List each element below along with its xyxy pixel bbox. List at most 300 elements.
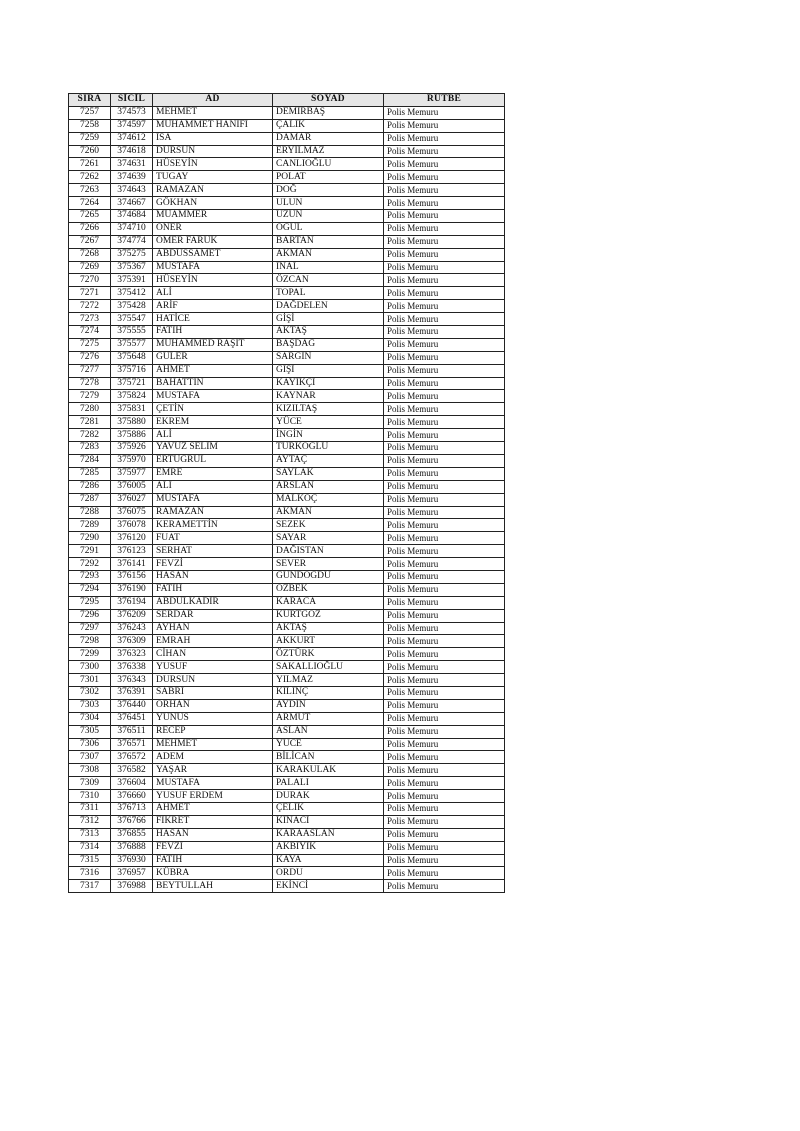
cell-sicil: 375547 [111,313,153,326]
cell-rutbe: Polis Memuru [384,351,505,364]
cell-sira: 7284 [69,454,111,467]
cell-rutbe: Polis Memuru [384,686,505,699]
cell-sicil: 374631 [111,158,153,171]
cell-sicil: 375391 [111,274,153,287]
table-row [69,764,505,777]
cell-soyad: İNGİN [273,429,384,442]
table-row [69,248,505,261]
cell-sira: 7298 [69,635,111,648]
cell-ad: YUNUS [153,712,273,725]
cell-ad: FEVZİ [153,558,273,571]
cell-ad: YAVUZ SELİM [153,442,273,455]
cell-ad: GÜLER [153,351,273,364]
cell-sira: 7258 [69,119,111,132]
cell-rutbe: Polis Memuru [384,390,505,403]
cell-sicil: 376005 [111,480,153,493]
table-row [69,390,505,403]
cell-sira: 7273 [69,313,111,326]
cell-soyad: AYTAÇ [273,454,384,467]
table-row [69,699,505,712]
cell-ad: HASAN [153,570,273,583]
cell-sira: 7300 [69,661,111,674]
table-row [69,880,505,893]
cell-soyad: AKMAN [273,506,384,519]
cell-ad: SABRİ [153,686,273,699]
cell-rutbe: Polis Memuru [384,145,505,158]
cell-rutbe: Polis Memuru [384,674,505,687]
table-row [69,351,505,364]
cell-ad: MUHAMMED RAŞİT [153,338,273,351]
cell-soyad: TÜRKOĞLU [273,442,384,455]
cell-ad: ERTUĞRUL [153,454,273,467]
cell-sicil: 374643 [111,184,153,197]
cell-sira: 7262 [69,171,111,184]
table-row [69,648,505,661]
table-row [69,338,505,351]
cell-sira: 7265 [69,210,111,223]
cell-rutbe: Polis Memuru [384,119,505,132]
cell-soyad: ULUN [273,197,384,210]
cell-sira: 7267 [69,235,111,248]
cell-ad: HÜSEYİN [153,274,273,287]
cell-sira: 7292 [69,558,111,571]
cell-sicil: 374639 [111,171,153,184]
cell-sicil: 376075 [111,506,153,519]
cell-sicil: 375367 [111,261,153,274]
table-row [69,841,505,854]
cell-sicil: 376451 [111,712,153,725]
cell-rutbe: Polis Memuru [384,880,505,893]
cell-rutbe: Polis Memuru [384,248,505,261]
cell-soyad: TOPAL [273,287,384,300]
cell-sira: 7278 [69,377,111,390]
cell-rutbe: Polis Memuru [384,106,505,119]
cell-rutbe: Polis Memuru [384,261,505,274]
cell-sicil: 375412 [111,287,153,300]
cell-ad: FATİH [153,583,273,596]
cell-ad: RAMAZAN [153,184,273,197]
cell-sira: 7317 [69,880,111,893]
cell-sira: 7263 [69,184,111,197]
cell-sicil: 376855 [111,828,153,841]
cell-soyad: ARSLAN [273,480,384,493]
cell-sicil: 374684 [111,210,153,223]
header-soyad: SOYAD [273,94,384,107]
cell-soyad: DOĞ [273,184,384,197]
cell-sicil: 375716 [111,364,153,377]
cell-soyad: ORDU [273,867,384,880]
table-row [69,622,505,635]
cell-sira: 7285 [69,467,111,480]
cell-rutbe: Polis Memuru [384,764,505,777]
cell-ad: MUSTAFA [153,261,273,274]
cell-soyad: DAĞDELEN [273,300,384,313]
cell-sira: 7274 [69,326,111,339]
cell-soyad: KARAKULAK [273,764,384,777]
table-row [69,210,505,223]
cell-sicil: 376243 [111,622,153,635]
cell-rutbe: Polis Memuru [384,364,505,377]
cell-sicil: 375977 [111,467,153,480]
header-sicil: SİCİL [111,94,153,107]
cell-sira: 7305 [69,725,111,738]
table-row [69,454,505,467]
cell-ad: FATİH [153,326,273,339]
cell-sicil: 376141 [111,558,153,571]
table-row [69,558,505,571]
cell-sicil: 376930 [111,854,153,867]
table-row [69,158,505,171]
cell-sira: 7266 [69,222,111,235]
table-row [69,442,505,455]
cell-sicil: 375831 [111,403,153,416]
cell-ad: TUGAY [153,171,273,184]
cell-soyad: SAYAR [273,532,384,545]
cell-soyad: ASLAN [273,725,384,738]
cell-rutbe: Polis Memuru [384,622,505,635]
header-ad: AD [153,94,273,107]
table-row [69,403,505,416]
cell-ad: MUHAMMET HANİFİ [153,119,273,132]
cell-soyad: DAMAR [273,132,384,145]
table-row [69,738,505,751]
cell-rutbe: Polis Memuru [384,828,505,841]
cell-sicil: 376571 [111,738,153,751]
cell-rutbe: Polis Memuru [384,815,505,828]
cell-ad: AYHAN [153,622,273,635]
cell-sicil: 375824 [111,390,153,403]
table-row [69,545,505,558]
cell-rutbe: Polis Memuru [384,738,505,751]
cell-rutbe: Polis Memuru [384,712,505,725]
cell-rutbe: Polis Memuru [384,661,505,674]
cell-sira: 7302 [69,686,111,699]
cell-ad: HATİCE [153,313,273,326]
cell-sicil: 376888 [111,841,153,854]
cell-sira: 7313 [69,828,111,841]
cell-ad: ÖNER [153,222,273,235]
cell-sicil: 375275 [111,248,153,261]
cell-ad: ÖMER FARUK [153,235,273,248]
cell-sira: 7308 [69,764,111,777]
personnel-table [68,93,505,893]
cell-sicil: 376338 [111,661,153,674]
cell-sira: 7296 [69,609,111,622]
cell-rutbe: Polis Memuru [384,777,505,790]
table-row [69,145,505,158]
table-row [69,790,505,803]
cell-rutbe: Polis Memuru [384,854,505,867]
table-row [69,235,505,248]
cell-soyad: KAYIKÇI [273,377,384,390]
table-body [69,106,505,892]
cell-soyad: KARACA [273,596,384,609]
cell-rutbe: Polis Memuru [384,197,505,210]
cell-ad: RECEP [153,725,273,738]
cell-ad: GÖKHAN [153,197,273,210]
cell-soyad: KURTGÖZ [273,609,384,622]
cell-sicil: 376309 [111,635,153,648]
cell-sicil: 376440 [111,699,153,712]
cell-rutbe: Polis Memuru [384,519,505,532]
cell-sira: 7306 [69,738,111,751]
cell-rutbe: Polis Memuru [384,235,505,248]
cell-sicil: 376194 [111,596,153,609]
cell-sicil: 374774 [111,235,153,248]
cell-soyad: UZUN [273,210,384,223]
table-row [69,815,505,828]
cell-ad: ABDUSSAMET [153,248,273,261]
cell-ad: EMRAH [153,635,273,648]
cell-sicil: 375428 [111,300,153,313]
cell-soyad: MALKOÇ [273,493,384,506]
cell-sira: 7277 [69,364,111,377]
table-row [69,377,505,390]
cell-sicil: 376027 [111,493,153,506]
cell-sicil: 375926 [111,442,153,455]
table-row [69,751,505,764]
table-row [69,506,505,519]
table-row [69,712,505,725]
cell-sicil: 376511 [111,725,153,738]
cell-rutbe: Polis Memuru [384,532,505,545]
cell-soyad: EKİNCİ [273,880,384,893]
cell-sira: 7272 [69,300,111,313]
table-row [69,132,505,145]
cell-ad: ADEM [153,751,273,764]
cell-ad: RAMAZAN [153,506,273,519]
cell-sicil: 376766 [111,815,153,828]
cell-ad: FİKRET [153,815,273,828]
cell-ad: AHMET [153,802,273,815]
cell-rutbe: Polis Memuru [384,841,505,854]
cell-soyad: GİŞİ [273,313,384,326]
table-row [69,300,505,313]
cell-sicil: 376190 [111,583,153,596]
cell-sicil: 375648 [111,351,153,364]
cell-ad: BEYTULLAH [153,880,273,893]
cell-soyad: BİLİCAN [273,751,384,764]
cell-sicil: 376120 [111,532,153,545]
table-header [69,94,505,107]
cell-sira: 7315 [69,854,111,867]
cell-rutbe: Polis Memuru [384,867,505,880]
cell-soyad: GÜNDOĞDU [273,570,384,583]
cell-soyad: ARMUT [273,712,384,725]
cell-ad: KÜBRA [153,867,273,880]
cell-soyad: YILMAZ [273,674,384,687]
cell-soyad: OĞUL [273,222,384,235]
table-row [69,261,505,274]
table-row [69,326,505,339]
cell-ad: ÇETİN [153,403,273,416]
cell-ad: ORHAN [153,699,273,712]
cell-rutbe: Polis Memuru [384,506,505,519]
cell-rutbe: Polis Memuru [384,313,505,326]
cell-sicil: 376957 [111,867,153,880]
cell-ad: MUSTAFA [153,390,273,403]
cell-soyad: BAŞDAĞ [273,338,384,351]
cell-sira: 7264 [69,197,111,210]
cell-rutbe: Polis Memuru [384,132,505,145]
cell-ad: YUSUF ERDEM [153,790,273,803]
cell-soyad: ERYILMAZ [273,145,384,158]
table-row [69,313,505,326]
cell-sicil: 376604 [111,777,153,790]
cell-rutbe: Polis Memuru [384,184,505,197]
cell-rutbe: Polis Memuru [384,416,505,429]
cell-ad: CİHAN [153,648,273,661]
cell-ad: KERAMETTİN [153,519,273,532]
cell-rutbe: Polis Memuru [384,596,505,609]
cell-rutbe: Polis Memuru [384,403,505,416]
cell-ad: FUAT [153,532,273,545]
cell-soyad: KAYNAR [273,390,384,403]
cell-rutbe: Polis Memuru [384,274,505,287]
table-row [69,106,505,119]
table-row [69,777,505,790]
cell-soyad: AYDIN [273,699,384,712]
cell-rutbe: Polis Memuru [384,699,505,712]
cell-ad: DURSUN [153,145,273,158]
table-row [69,854,505,867]
cell-soyad: SAYLAK [273,467,384,480]
cell-sira: 7314 [69,841,111,854]
cell-ad: EMRE [153,467,273,480]
cell-sira: 7293 [69,570,111,583]
table-row [69,661,505,674]
cell-soyad: KINACI [273,815,384,828]
cell-sira: 7290 [69,532,111,545]
cell-sira: 7312 [69,815,111,828]
cell-sira: 7295 [69,596,111,609]
cell-sira: 7280 [69,403,111,416]
cell-sira: 7287 [69,493,111,506]
cell-soyad: GİŞİ [273,364,384,377]
cell-soyad: AKTAŞ [273,622,384,635]
table-row [69,828,505,841]
cell-rutbe: Polis Memuru [384,609,505,622]
table-row [69,493,505,506]
cell-soyad: POLAT [273,171,384,184]
cell-sicil: 375577 [111,338,153,351]
cell-soyad: CANLIOĞLU [273,158,384,171]
table-row [69,197,505,210]
table-row [69,532,505,545]
cell-sira: 7288 [69,506,111,519]
cell-ad: MUAMMER [153,210,273,223]
cell-sicil: 375555 [111,326,153,339]
cell-sira: 7303 [69,699,111,712]
header-rutbe: RÜTBE [384,94,505,107]
cell-ad: BAHATTİN [153,377,273,390]
cell-ad: SERDAR [153,609,273,622]
cell-ad: SERHAT [153,545,273,558]
cell-ad: FATİH [153,854,273,867]
cell-soyad: KIZILTAŞ [273,403,384,416]
table-row [69,184,505,197]
cell-sicil: 376391 [111,686,153,699]
cell-sicil: 376713 [111,802,153,815]
cell-soyad: KILINÇ [273,686,384,699]
cell-sicil: 376660 [111,790,153,803]
cell-sicil: 376123 [111,545,153,558]
cell-sicil: 376343 [111,674,153,687]
cell-sira: 7316 [69,867,111,880]
cell-sira: 7309 [69,777,111,790]
cell-ad: MEHMET [153,738,273,751]
table-row [69,583,505,596]
table-row [69,686,505,699]
cell-rutbe: Polis Memuru [384,790,505,803]
table-row [69,635,505,648]
cell-sira: 7283 [69,442,111,455]
cell-sira: 7286 [69,480,111,493]
cell-ad: ALİ [153,429,273,442]
cell-soyad: AKTAŞ [273,326,384,339]
table-row [69,287,505,300]
cell-ad: YAŞAR [153,764,273,777]
cell-rutbe: Polis Memuru [384,635,505,648]
cell-ad: EKREM [153,416,273,429]
table-row [69,570,505,583]
cell-rutbe: Polis Memuru [384,287,505,300]
cell-soyad: SEVER [273,558,384,571]
cell-soyad: SEZEK [273,519,384,532]
cell-soyad: DEMİRBAŞ [273,106,384,119]
cell-soyad: DAĞISTAN [273,545,384,558]
cell-soyad: YÜCE [273,738,384,751]
cell-ad: MEHMET [153,106,273,119]
cell-rutbe: Polis Memuru [384,493,505,506]
cell-sira: 7294 [69,583,111,596]
table-row [69,467,505,480]
cell-sira: 7270 [69,274,111,287]
table-row [69,609,505,622]
cell-ad: MUSTAFA [153,493,273,506]
cell-ad: AHMET [153,364,273,377]
cell-ad: FEVZİ [153,841,273,854]
cell-sicil: 376988 [111,880,153,893]
table-row [69,596,505,609]
cell-sicil: 374612 [111,132,153,145]
table-row [69,519,505,532]
cell-ad: DURSUN [153,674,273,687]
cell-rutbe: Polis Memuru [384,725,505,738]
table-row [69,674,505,687]
cell-sira: 7311 [69,802,111,815]
cell-rutbe: Polis Memuru [384,583,505,596]
cell-rutbe: Polis Memuru [384,802,505,815]
cell-soyad: AKKURT [273,635,384,648]
table-row [69,725,505,738]
table-row [69,480,505,493]
cell-sira: 7291 [69,545,111,558]
cell-rutbe: Polis Memuru [384,222,505,235]
table-row [69,429,505,442]
cell-sicil: 375721 [111,377,153,390]
table-row [69,364,505,377]
cell-rutbe: Polis Memuru [384,210,505,223]
table-row [69,171,505,184]
cell-sicil: 376323 [111,648,153,661]
cell-soyad: ÇELİK [273,802,384,815]
cell-ad: HASAN [153,828,273,841]
cell-rutbe: Polis Memuru [384,377,505,390]
cell-sira: 7299 [69,648,111,661]
cell-rutbe: Polis Memuru [384,442,505,455]
header-sira: SIRA [69,94,111,107]
